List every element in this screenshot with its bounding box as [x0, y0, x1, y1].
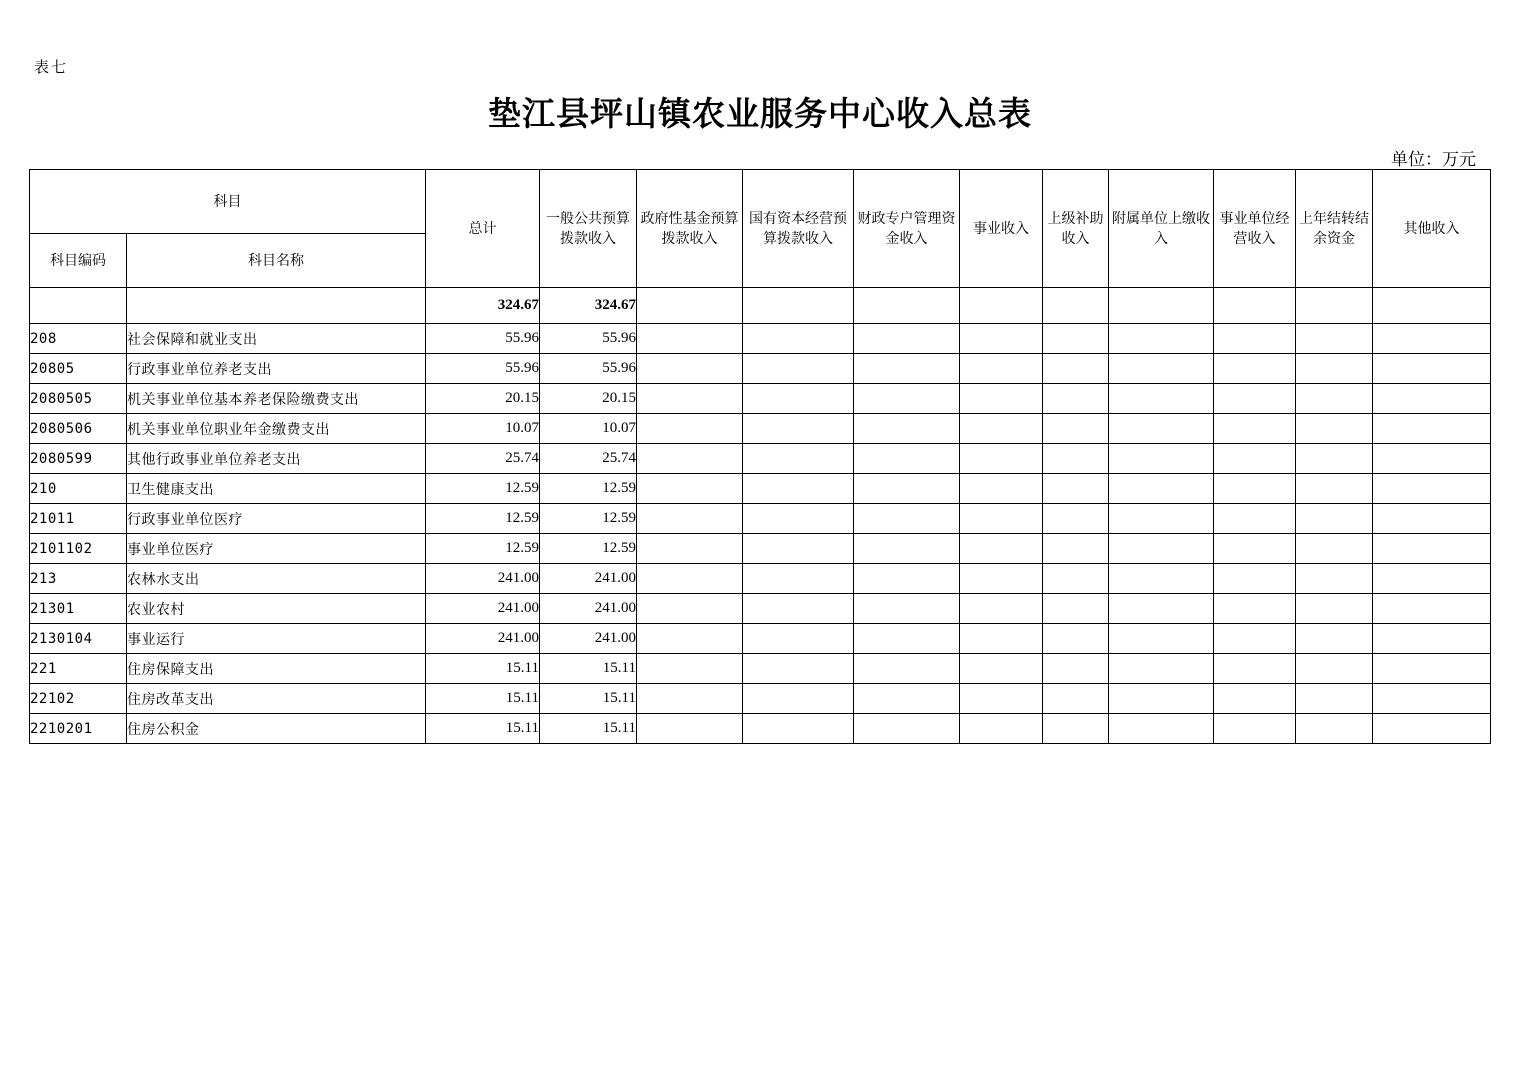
- empty-cell: [960, 654, 1043, 684]
- total-cell: 12.59: [426, 474, 540, 504]
- empty-cell: [1109, 564, 1214, 594]
- empty-cell: [1296, 444, 1373, 474]
- total-code-cell: [30, 288, 127, 324]
- empty-cell: [637, 288, 743, 324]
- name-cell: 农林水支出: [127, 564, 426, 594]
- empty-cell: [1214, 354, 1296, 384]
- empty-cell: [960, 288, 1043, 324]
- empty-cell: [854, 504, 960, 534]
- empty-cell: [1214, 384, 1296, 414]
- empty-cell: [1296, 714, 1373, 744]
- general-budget-cell: 12.59: [540, 534, 637, 564]
- empty-cell: [1109, 474, 1214, 504]
- empty-cell: [1109, 324, 1214, 354]
- general-budget-cell: 55.96: [540, 324, 637, 354]
- empty-cell: [743, 324, 854, 354]
- empty-cell: [854, 288, 960, 324]
- table-row: [30, 504, 1491, 534]
- empty-cell: [1373, 594, 1491, 624]
- empty-cell: [960, 414, 1043, 444]
- empty-cell: [637, 714, 743, 744]
- empty-cell: [743, 564, 854, 594]
- table-row: [30, 564, 1491, 594]
- total-cell: 15.11: [426, 714, 540, 744]
- name-cell: 住房保障支出: [127, 654, 426, 684]
- empty-cell: [1214, 474, 1296, 504]
- empty-cell: [1373, 564, 1491, 594]
- empty-cell: [1296, 324, 1373, 354]
- empty-cell: [1296, 534, 1373, 564]
- code-cell: 221: [30, 654, 127, 684]
- empty-cell: [743, 354, 854, 384]
- name-cell: 事业运行: [127, 624, 426, 654]
- empty-cell: [743, 654, 854, 684]
- total-cell: 241.00: [426, 624, 540, 654]
- header-row-1: [30, 170, 1491, 234]
- empty-cell: [1109, 534, 1214, 564]
- empty-cell: [1109, 444, 1214, 474]
- empty-cell: [854, 444, 960, 474]
- empty-cell: [1296, 414, 1373, 444]
- empty-cell: [854, 714, 960, 744]
- code-cell: 213: [30, 564, 127, 594]
- empty-cell: [1214, 444, 1296, 474]
- empty-cell: [743, 474, 854, 504]
- empty-cell: [854, 654, 960, 684]
- empty-cell: [637, 444, 743, 474]
- general-budget-cell: 55.96: [540, 354, 637, 384]
- header-operating-income: 事业单位经营收入: [1214, 170, 1296, 288]
- empty-cell: [637, 654, 743, 684]
- general-budget-cell: 15.11: [540, 654, 637, 684]
- empty-cell: [637, 384, 743, 414]
- table-row: [30, 324, 1491, 354]
- general-budget-cell: 241.00: [540, 594, 637, 624]
- code-cell: 2080506: [30, 414, 127, 444]
- total-cell: 25.74: [426, 444, 540, 474]
- table-row: [30, 474, 1491, 504]
- code-cell: 20805: [30, 354, 127, 384]
- empty-cell: [743, 504, 854, 534]
- empty-cell: [1109, 414, 1214, 444]
- table-row: [30, 444, 1491, 474]
- code-cell: 2080505: [30, 384, 127, 414]
- empty-cell: [1296, 624, 1373, 654]
- empty-cell: [1373, 534, 1491, 564]
- total-cell: 10.07: [426, 414, 540, 444]
- empty-cell: [1109, 624, 1214, 654]
- page-title: 垫江县坪山镇农业服务中心收入总表: [488, 94, 1032, 133]
- empty-cell: [960, 594, 1043, 624]
- empty-cell: [1296, 564, 1373, 594]
- empty-cell: [743, 594, 854, 624]
- header-business-income: 事业收入: [960, 170, 1043, 288]
- table-row: [30, 534, 1491, 564]
- empty-cell: [1043, 474, 1109, 504]
- empty-cell: [1043, 654, 1109, 684]
- header-superior-subsidy: 上级补助收入: [1043, 170, 1109, 288]
- empty-cell: [1373, 504, 1491, 534]
- code-cell: 21301: [30, 594, 127, 624]
- empty-cell: [960, 384, 1043, 414]
- table-row: [30, 714, 1491, 744]
- total-total-cell: 324.67: [426, 288, 540, 324]
- table-number: 表七: [34, 58, 69, 76]
- empty-cell: [1043, 594, 1109, 624]
- code-cell: 2210201: [30, 714, 127, 744]
- general-budget-cell: 25.74: [540, 444, 637, 474]
- empty-cell: [854, 474, 960, 504]
- empty-cell: [1373, 444, 1491, 474]
- empty-cell: [960, 534, 1043, 564]
- empty-cell: [1043, 288, 1109, 324]
- empty-cell: [637, 624, 743, 654]
- empty-cell: [1043, 534, 1109, 564]
- name-cell: 机关事业单位职业年金缴费支出: [127, 414, 426, 444]
- empty-cell: [1043, 564, 1109, 594]
- name-cell: 住房改革支出: [127, 684, 426, 714]
- empty-cell: [1373, 714, 1491, 744]
- empty-cell: [1109, 384, 1214, 414]
- empty-cell: [1296, 474, 1373, 504]
- empty-cell: [743, 384, 854, 414]
- code-cell: 210: [30, 474, 127, 504]
- empty-cell: [1373, 684, 1491, 714]
- empty-cell: [1043, 714, 1109, 744]
- empty-cell: [1214, 288, 1296, 324]
- empty-cell: [1214, 654, 1296, 684]
- empty-cell: [743, 414, 854, 444]
- empty-cell: [1214, 324, 1296, 354]
- table-row: [30, 354, 1491, 384]
- general-budget-cell: 12.59: [540, 504, 637, 534]
- table-row: [30, 624, 1491, 654]
- code-cell: 208: [30, 324, 127, 354]
- empty-cell: [854, 354, 960, 384]
- total-general-budget-cell: 324.67: [540, 288, 637, 324]
- total-cell: 241.00: [426, 594, 540, 624]
- empty-cell: [1296, 354, 1373, 384]
- empty-cell: [960, 324, 1043, 354]
- unit-label: 单位：万元: [1391, 150, 1476, 170]
- total-cell: 55.96: [426, 324, 540, 354]
- empty-cell: [743, 288, 854, 324]
- header-subject: 科目: [30, 170, 426, 234]
- empty-cell: [743, 444, 854, 474]
- empty-cell: [960, 354, 1043, 384]
- table-row: [30, 384, 1491, 414]
- empty-cell: [1373, 288, 1491, 324]
- empty-cell: [1214, 684, 1296, 714]
- empty-cell: [637, 474, 743, 504]
- code-cell: 22102: [30, 684, 127, 714]
- empty-cell: [637, 534, 743, 564]
- empty-cell: [637, 504, 743, 534]
- empty-cell: [1043, 504, 1109, 534]
- empty-cell: [1214, 624, 1296, 654]
- total-cell: 12.59: [426, 534, 540, 564]
- empty-cell: [637, 414, 743, 444]
- empty-cell: [1043, 444, 1109, 474]
- empty-cell: [743, 534, 854, 564]
- empty-cell: [1296, 504, 1373, 534]
- header-affiliated-income: 附属单位上缴收入: [1109, 170, 1214, 288]
- empty-cell: [743, 684, 854, 714]
- empty-cell: [1373, 414, 1491, 444]
- code-cell: 21011: [30, 504, 127, 534]
- table-row: [30, 594, 1491, 624]
- header-general-budget: 一般公共预算拨款收入: [540, 170, 637, 288]
- header-state-capital: 国有资本经营预算拨款收入: [743, 170, 854, 288]
- empty-cell: [1373, 654, 1491, 684]
- name-cell: 社会保障和就业支出: [127, 324, 426, 354]
- empty-cell: [637, 684, 743, 714]
- empty-cell: [960, 474, 1043, 504]
- header-special-account: 财政专户管理资金收入: [854, 170, 960, 288]
- header-total: 总计: [426, 170, 540, 288]
- empty-cell: [637, 594, 743, 624]
- empty-cell: [1373, 624, 1491, 654]
- empty-cell: [1043, 414, 1109, 444]
- empty-cell: [1109, 594, 1214, 624]
- empty-cell: [1109, 684, 1214, 714]
- empty-cell: [743, 624, 854, 654]
- empty-cell: [637, 324, 743, 354]
- table-row: [30, 414, 1491, 444]
- empty-cell: [743, 714, 854, 744]
- empty-cell: [1214, 414, 1296, 444]
- general-budget-cell: 10.07: [540, 414, 637, 444]
- code-cell: 2130104: [30, 624, 127, 654]
- name-cell: 事业单位医疗: [127, 534, 426, 564]
- table-row: [30, 654, 1491, 684]
- table-row: [30, 684, 1491, 714]
- empty-cell: [960, 624, 1043, 654]
- header-name: 科目名称: [127, 234, 426, 288]
- empty-cell: [1109, 504, 1214, 534]
- empty-cell: [1373, 474, 1491, 504]
- empty-cell: [1043, 324, 1109, 354]
- general-budget-cell: 15.11: [540, 714, 637, 744]
- code-cell: 2101102: [30, 534, 127, 564]
- name-cell: 住房公积金: [127, 714, 426, 744]
- empty-cell: [960, 714, 1043, 744]
- empty-cell: [1109, 714, 1214, 744]
- header-carryover: 上年结转结余资金: [1296, 170, 1373, 288]
- empty-cell: [854, 324, 960, 354]
- empty-cell: [1373, 354, 1491, 384]
- header-code: 科目编码: [30, 234, 127, 288]
- empty-cell: [854, 534, 960, 564]
- empty-cell: [1296, 684, 1373, 714]
- name-cell: 行政事业单位养老支出: [127, 354, 426, 384]
- empty-cell: [1373, 324, 1491, 354]
- total-name-cell: [127, 288, 426, 324]
- income-summary-table: [29, 169, 1491, 744]
- empty-cell: [854, 624, 960, 654]
- empty-cell: [1109, 654, 1214, 684]
- empty-cell: [854, 684, 960, 714]
- name-cell: 其他行政事业单位养老支出: [127, 444, 426, 474]
- general-budget-cell: 15.11: [540, 684, 637, 714]
- empty-cell: [1296, 654, 1373, 684]
- total-cell: 241.00: [426, 564, 540, 594]
- code-cell: 2080599: [30, 444, 127, 474]
- empty-cell: [854, 594, 960, 624]
- total-cell: 15.11: [426, 654, 540, 684]
- empty-cell: [960, 684, 1043, 714]
- empty-cell: [1214, 504, 1296, 534]
- empty-cell: [854, 384, 960, 414]
- header-gov-fund: 政府性基金预算拨款收入: [637, 170, 743, 288]
- empty-cell: [1043, 624, 1109, 654]
- empty-cell: [1109, 288, 1214, 324]
- total-cell: 15.11: [426, 684, 540, 714]
- empty-cell: [1043, 684, 1109, 714]
- name-cell: 农业农村: [127, 594, 426, 624]
- empty-cell: [960, 564, 1043, 594]
- total-row: [30, 288, 1491, 324]
- empty-cell: [1043, 354, 1109, 384]
- name-cell: 行政事业单位医疗: [127, 504, 426, 534]
- general-budget-cell: 20.15: [540, 384, 637, 414]
- total-cell: 20.15: [426, 384, 540, 414]
- empty-cell: [960, 504, 1043, 534]
- name-cell: 卫生健康支出: [127, 474, 426, 504]
- empty-cell: [1214, 714, 1296, 744]
- general-budget-cell: 241.00: [540, 564, 637, 594]
- empty-cell: [1109, 354, 1214, 384]
- empty-cell: [960, 444, 1043, 474]
- empty-cell: [1214, 594, 1296, 624]
- empty-cell: [1373, 384, 1491, 414]
- empty-cell: [1214, 564, 1296, 594]
- empty-cell: [637, 354, 743, 384]
- header-other-income: 其他收入: [1373, 170, 1491, 288]
- general-budget-cell: 241.00: [540, 624, 637, 654]
- empty-cell: [1043, 384, 1109, 414]
- empty-cell: [854, 564, 960, 594]
- empty-cell: [637, 564, 743, 594]
- empty-cell: [1296, 594, 1373, 624]
- name-cell: 机关事业单位基本养老保险缴费支出: [127, 384, 426, 414]
- empty-cell: [1296, 384, 1373, 414]
- total-cell: 55.96: [426, 354, 540, 384]
- general-budget-cell: 12.59: [540, 474, 637, 504]
- empty-cell: [1214, 534, 1296, 564]
- empty-cell: [1296, 288, 1373, 324]
- total-cell: 12.59: [426, 504, 540, 534]
- empty-cell: [854, 414, 960, 444]
